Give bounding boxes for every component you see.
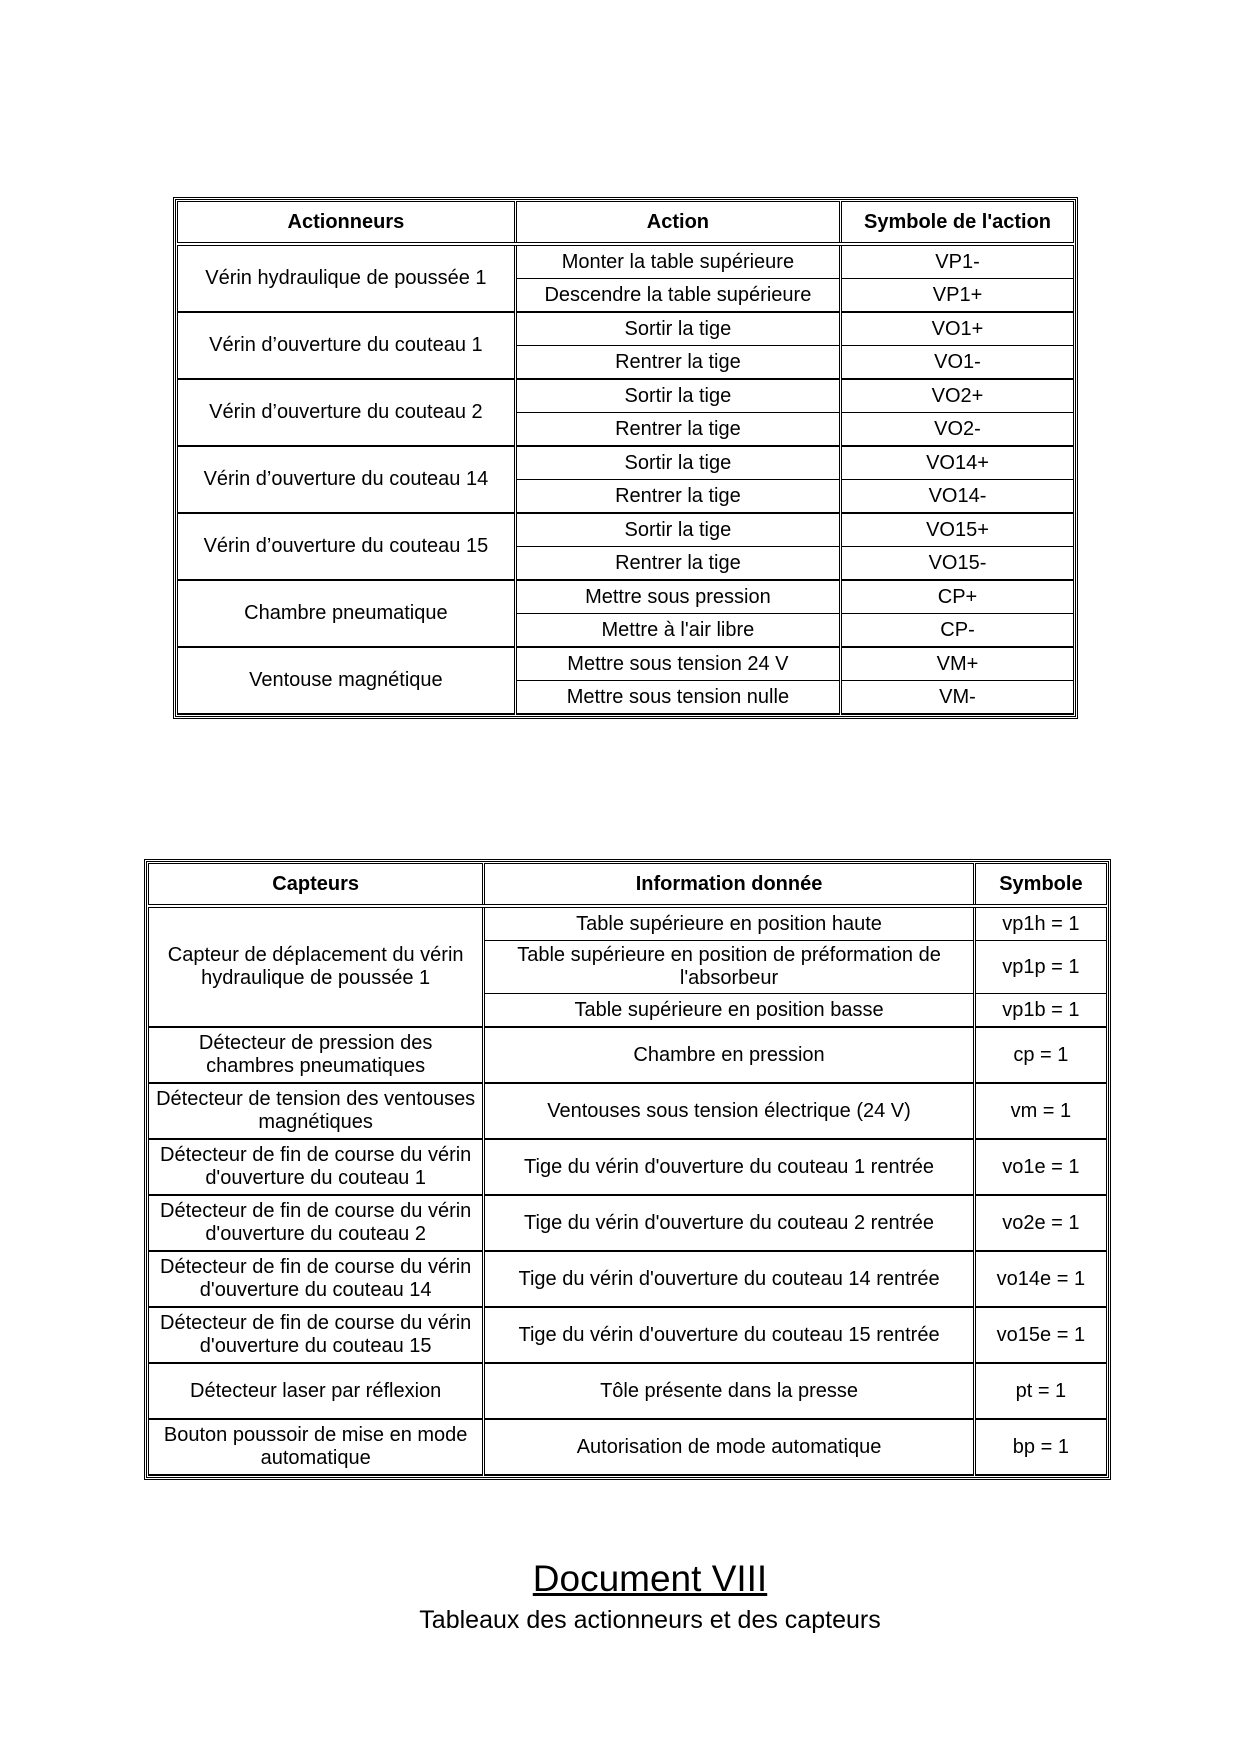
action-cell: Mettre sous tension 24 V: [515, 647, 840, 681]
capteur-cell: Bouton poussoir de mise en mode automatique: [149, 1419, 484, 1475]
table-row: [178, 580, 1074, 614]
actionneur-cell: Vérin hydraulique de poussée 1: [178, 244, 516, 312]
action-cell: Mettre sous pression: [515, 580, 840, 614]
header-symbole-action: Symbole de l'action: [841, 202, 1074, 245]
symbole-cell: vo2e = 1: [974, 1195, 1106, 1251]
table-row: [149, 1027, 1107, 1083]
symbole-cell: VO15+: [841, 513, 1074, 547]
actionneur-cell: Chambre pneumatique: [178, 580, 516, 647]
information-cell: Table supérieure en position de préformation de l'absorbeur: [484, 941, 974, 994]
symbole-cell: vp1h = 1: [974, 906, 1106, 941]
action-cell: Rentrer la tige: [515, 413, 840, 447]
information-cell: Chambre en pression: [484, 1027, 974, 1083]
capteur-cell: Détecteur de fin de course du vérin d'ouverture du couteau 15: [149, 1307, 484, 1363]
table-row: [149, 1139, 1107, 1195]
capteur-cell: Détecteur de pression des chambres pneumatiques: [149, 1027, 484, 1083]
actionneur-cell: Vérin d’ouverture du couteau 14: [178, 446, 516, 513]
actionneurs-table: [173, 197, 1078, 719]
capteur-cell: Détecteur laser par réflexion: [149, 1363, 484, 1419]
table-row: [149, 1419, 1107, 1475]
symbole-cell: VP1-: [841, 244, 1074, 279]
header-actionneurs: Actionneurs: [178, 202, 516, 245]
symbole-cell: pt = 1: [974, 1363, 1106, 1419]
symbole-cell: VP1+: [841, 279, 1074, 313]
symbole-cell: VM-: [841, 681, 1074, 715]
table-row: [178, 379, 1074, 413]
table-row: [178, 446, 1074, 480]
header-information: Information donnée: [484, 864, 974, 907]
capteurs-table-body: [149, 906, 1107, 1475]
symbole-cell: VO2+: [841, 379, 1074, 413]
action-cell: Sortir la tige: [515, 446, 840, 480]
document-title: Document VIII: [532, 1558, 768, 1599]
symbole-cell: VO1-: [841, 346, 1074, 380]
document-subtitle: Tableaux des actionneurs et des capteurs: [419, 1606, 881, 1634]
information-cell: Ventouses sous tension électrique (24 V): [484, 1083, 974, 1139]
header-action: Action: [515, 202, 840, 245]
information-cell: Tige du vérin d'ouverture du couteau 14 rentrée: [484, 1251, 974, 1307]
action-cell: Sortir la tige: [515, 379, 840, 413]
information-cell: Table supérieure en position haute: [484, 906, 974, 941]
action-cell: Sortir la tige: [515, 513, 840, 547]
table-row: [178, 513, 1074, 547]
actionneur-cell: Vérin d’ouverture du couteau 15: [178, 513, 516, 580]
table-row: [178, 312, 1074, 346]
symbole-cell: vp1p = 1: [974, 941, 1106, 994]
symbole-cell: cp = 1: [974, 1027, 1106, 1083]
symbole-cell: VO14-: [841, 480, 1074, 514]
table-row: [178, 647, 1074, 681]
action-cell: Rentrer la tige: [515, 346, 840, 380]
information-cell: Table supérieure en position basse: [484, 994, 974, 1028]
symbole-cell: bp = 1: [974, 1419, 1106, 1475]
header-capteurs: Capteurs: [149, 864, 484, 907]
symbole-cell: CP-: [841, 614, 1074, 648]
capteur-cell: Détecteur de tension des ventouses magnétiques: [149, 1083, 484, 1139]
symbole-cell: CP+: [841, 580, 1074, 614]
information-cell: Autorisation de mode automatique: [484, 1419, 974, 1475]
capteur-cell: Détecteur de fin de course du vérin d'ouverture du couteau 1: [149, 1139, 484, 1195]
actionneurs-table-body: [178, 244, 1074, 714]
action-cell: Descendre la table supérieure: [515, 279, 840, 313]
action-cell: Rentrer la tige: [515, 480, 840, 514]
action-cell: Rentrer la tige: [515, 547, 840, 581]
symbole-cell: VM+: [841, 647, 1074, 681]
symbole-cell: VO2-: [841, 413, 1074, 447]
information-cell: Tige du vérin d'ouverture du couteau 1 rentrée: [484, 1139, 974, 1195]
capteur-cell: Capteur de déplacement du vérin hydraulique de poussée 1: [149, 906, 484, 1027]
symbole-cell: VO1+: [841, 312, 1074, 346]
table-row: [149, 1307, 1107, 1363]
symbole-cell: vo14e = 1: [974, 1251, 1106, 1307]
actionneur-cell: Vérin d’ouverture du couteau 1: [178, 312, 516, 379]
capteurs-table: [144, 859, 1111, 1480]
table-row: [149, 1195, 1107, 1251]
information-cell: Tôle présente dans la presse: [484, 1363, 974, 1419]
symbole-cell: vm = 1: [974, 1083, 1106, 1139]
symbole-cell: VO14+: [841, 446, 1074, 480]
action-cell: Monter la table supérieure: [515, 244, 840, 279]
action-cell: Mettre à l'air libre: [515, 614, 840, 648]
table-row: [178, 244, 1074, 279]
information-cell: Tige du vérin d'ouverture du couteau 2 rentrée: [484, 1195, 974, 1251]
symbole-cell: vo15e = 1: [974, 1307, 1106, 1363]
table-row: [149, 906, 1107, 941]
actionneur-cell: Vérin d’ouverture du couteau 2: [178, 379, 516, 446]
table-row: [149, 1363, 1107, 1419]
table-row: [149, 1083, 1107, 1139]
table-row: [149, 1251, 1107, 1307]
actionneur-cell: Ventouse magnétique: [178, 647, 516, 714]
action-cell: Sortir la tige: [515, 312, 840, 346]
action-cell: Mettre sous tension nulle: [515, 681, 840, 715]
header-symbole: Symbole: [974, 864, 1106, 907]
capteur-cell: Détecteur de fin de course du vérin d'ouverture du couteau 2: [149, 1195, 484, 1251]
symbole-cell: vo1e = 1: [974, 1139, 1106, 1195]
capteur-cell: Détecteur de fin de course du vérin d'ouverture du couteau 14: [149, 1251, 484, 1307]
symbole-cell: VO15-: [841, 547, 1074, 581]
information-cell: Tige du vérin d'ouverture du couteau 15 rentrée: [484, 1307, 974, 1363]
symbole-cell: vp1b = 1: [974, 994, 1106, 1028]
